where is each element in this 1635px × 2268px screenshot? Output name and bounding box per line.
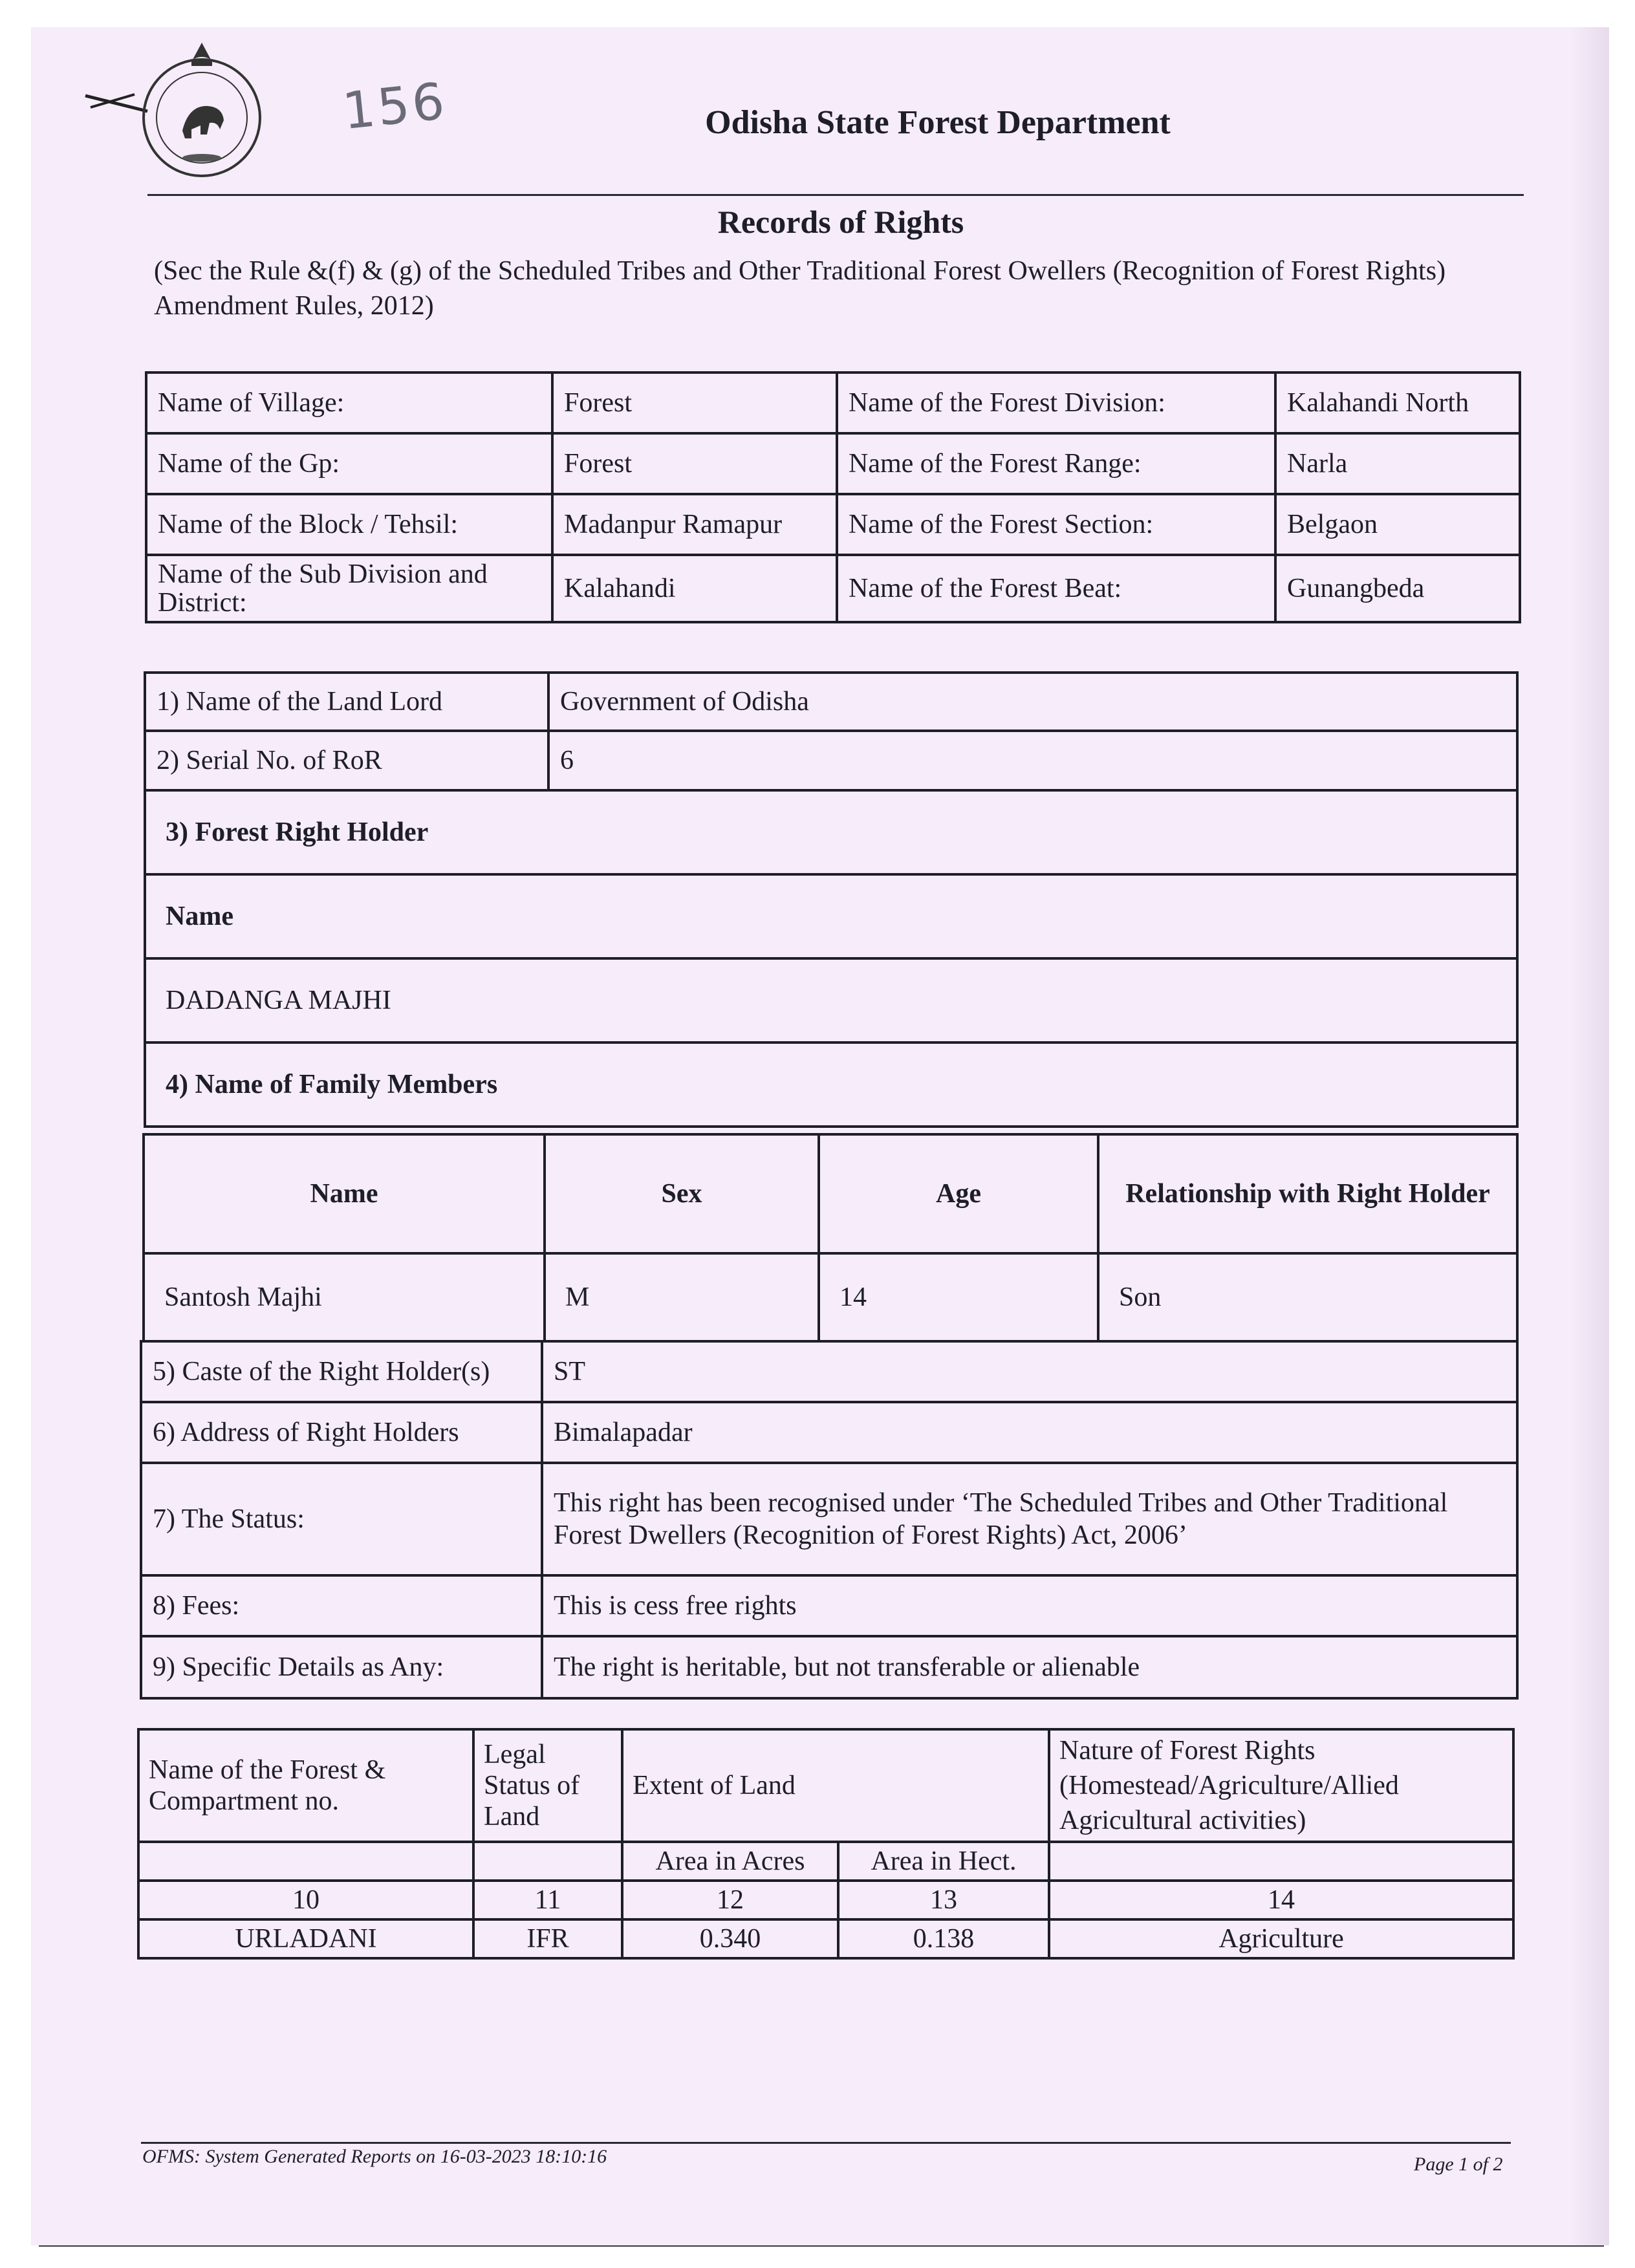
area-acres-header: Area in Acres [622, 1842, 838, 1881]
forest-name-value: URLADANI [138, 1919, 473, 1958]
bottom-edge-line [39, 2245, 1604, 2247]
block-value: Madanpur Ramapur [552, 494, 837, 555]
legal-status-value: IFR [473, 1919, 622, 1958]
legal-status-header: Legal Status of Land [473, 1729, 622, 1842]
table-row [145, 673, 1517, 731]
table-subheader-row [138, 1842, 1513, 1881]
address-value: Bimalapadar [542, 1402, 1517, 1463]
caste-label: 5) Caste of the Right Holder(s) [141, 1341, 542, 1402]
table-row [141, 1463, 1517, 1575]
footer-divider [141, 2142, 1511, 2144]
column-number-row [138, 1881, 1513, 1919]
family-col-relationship: Relationship with Right Holder [1098, 1134, 1517, 1253]
admin-details-table [145, 371, 1521, 623]
family-col-sex: Sex [545, 1134, 819, 1253]
table-row [141, 1341, 1517, 1402]
family-col-age: Age [819, 1134, 1098, 1253]
table-row [141, 1636, 1517, 1698]
extent-of-land-header: Extent of Land [622, 1729, 1049, 1842]
nature-of-rights-value: Agriculture [1049, 1919, 1513, 1958]
family-member-age: 14 [819, 1253, 1098, 1341]
table-row [145, 731, 1517, 790]
forest-range-label: Name of the Forest Range: [837, 433, 1275, 494]
table-row [146, 433, 1520, 494]
gp-label: Name of the Gp: [146, 433, 552, 494]
forest-range-value: Narla [1275, 433, 1520, 494]
holder-name: DADANGA MAJHI [145, 958, 1517, 1042]
department-name: Odisha State Forest Department [705, 104, 1171, 141]
forest-division-label: Name of the Forest Division: [837, 373, 1275, 433]
caste-value: ST [542, 1341, 1517, 1402]
col-number: 11 [473, 1881, 622, 1919]
village-label: Name of Village: [146, 373, 552, 433]
forest-section-value: Belgaon [1275, 494, 1520, 555]
fees-value: This is cess free rights [542, 1575, 1517, 1636]
table-row [141, 1575, 1517, 1636]
gp-value: Forest [552, 433, 837, 494]
forest-beat-label: Name of the Forest Beat: [837, 555, 1275, 622]
serial-value: 6 [548, 731, 1517, 790]
fees-label: 8) Fees: [141, 1575, 542, 1636]
rights-holder-table [144, 671, 1519, 1128]
document-subtitle: (Sec the Rule &(f) & (g) of the Scheduled Tribes and Other Traditional Forest Owellers (Recognition of Forest Rights) Amendment Rules, 2012) [154, 256, 1446, 321]
specific-details-value: The right is heritable, but not transferable or alienable [542, 1636, 1517, 1698]
col-number: 10 [138, 1881, 473, 1919]
table-row [141, 1402, 1517, 1463]
table-header-row [138, 1729, 1513, 1842]
area-hect-header: Area in Hect. [838, 1842, 1049, 1881]
table-row [145, 790, 1517, 874]
odisha-emblem-icon [131, 34, 273, 184]
area-hect-value: 0.138 [838, 1919, 1049, 1958]
family-member-relationship: Son [1098, 1253, 1517, 1341]
col-number: 12 [622, 1881, 838, 1919]
col-number: 13 [838, 1881, 1049, 1919]
col-number: 14 [1049, 1881, 1513, 1919]
right-details-table [140, 1340, 1519, 1700]
family-heading: 4) Name of Family Members [145, 1042, 1517, 1127]
village-value: Forest [552, 373, 837, 433]
serial-label: 2) Serial No. of RoR [145, 731, 548, 790]
empty-cell [138, 1842, 473, 1881]
status-value: This right has been recognised under ‘The Scheduled Tribes and Other Traditional Forest Dwellers (Recognition of Forest Rights) Act, 2006’ [542, 1463, 1517, 1575]
subdivision-label: Name of the Sub Division and District: [146, 555, 552, 622]
name-heading: Name [145, 874, 1517, 958]
land-details-table [137, 1728, 1515, 1960]
generated-note: OFMS: System Generated Reports on 16-03-2023 18:10:16 [142, 2146, 607, 2167]
empty-cell [473, 1842, 622, 1881]
table-row [146, 494, 1520, 555]
page-shadow [1570, 27, 1609, 2245]
handwritten-number: 156 [340, 72, 450, 142]
page-indicator: Page 1 of 2 [1414, 2154, 1503, 2175]
table-row [145, 958, 1517, 1042]
status-label: 7) The Status: [141, 1463, 542, 1575]
table-row [146, 373, 1520, 433]
holder-heading: 3) Forest Right Holder [145, 790, 1517, 874]
nature-of-rights-header: Nature of Forest Rights (Homestead/Agriculture/Allied Agricultural activities) [1049, 1729, 1513, 1842]
forest-section-label: Name of the Forest Section: [837, 494, 1275, 555]
empty-cell [1049, 1842, 1513, 1881]
land-lord-label: 1) Name of the Land Lord [145, 673, 548, 731]
family-members-table [142, 1133, 1519, 1343]
block-label: Name of the Block / Tehsil: [146, 494, 552, 555]
subdivision-value: Kalahandi [552, 555, 837, 622]
forest-compartment-header: Name of the Forest & Compartment no. [138, 1729, 473, 1842]
family-col-name: Name [144, 1134, 545, 1253]
table-row [146, 555, 1520, 622]
table-row [144, 1253, 1517, 1341]
family-member-name: Santosh Majhi [144, 1253, 545, 1341]
family-member-sex: M [545, 1253, 819, 1341]
header-divider [147, 194, 1524, 196]
forest-division-value: Kalahandi North [1275, 373, 1520, 433]
land-lord-value: Government of Odisha [548, 673, 1517, 731]
specific-details-label: 9) Specific Details as Any: [141, 1636, 542, 1698]
area-acres-value: 0.340 [622, 1919, 838, 1958]
document-title: Records of Rights [717, 204, 964, 240]
table-row [145, 874, 1517, 958]
table-header-row [144, 1134, 1517, 1253]
address-label: 6) Address of Right Holders [141, 1402, 542, 1463]
table-row [138, 1919, 1513, 1958]
forest-beat-value: Gunangbeda [1275, 555, 1520, 622]
table-row [145, 1042, 1517, 1127]
